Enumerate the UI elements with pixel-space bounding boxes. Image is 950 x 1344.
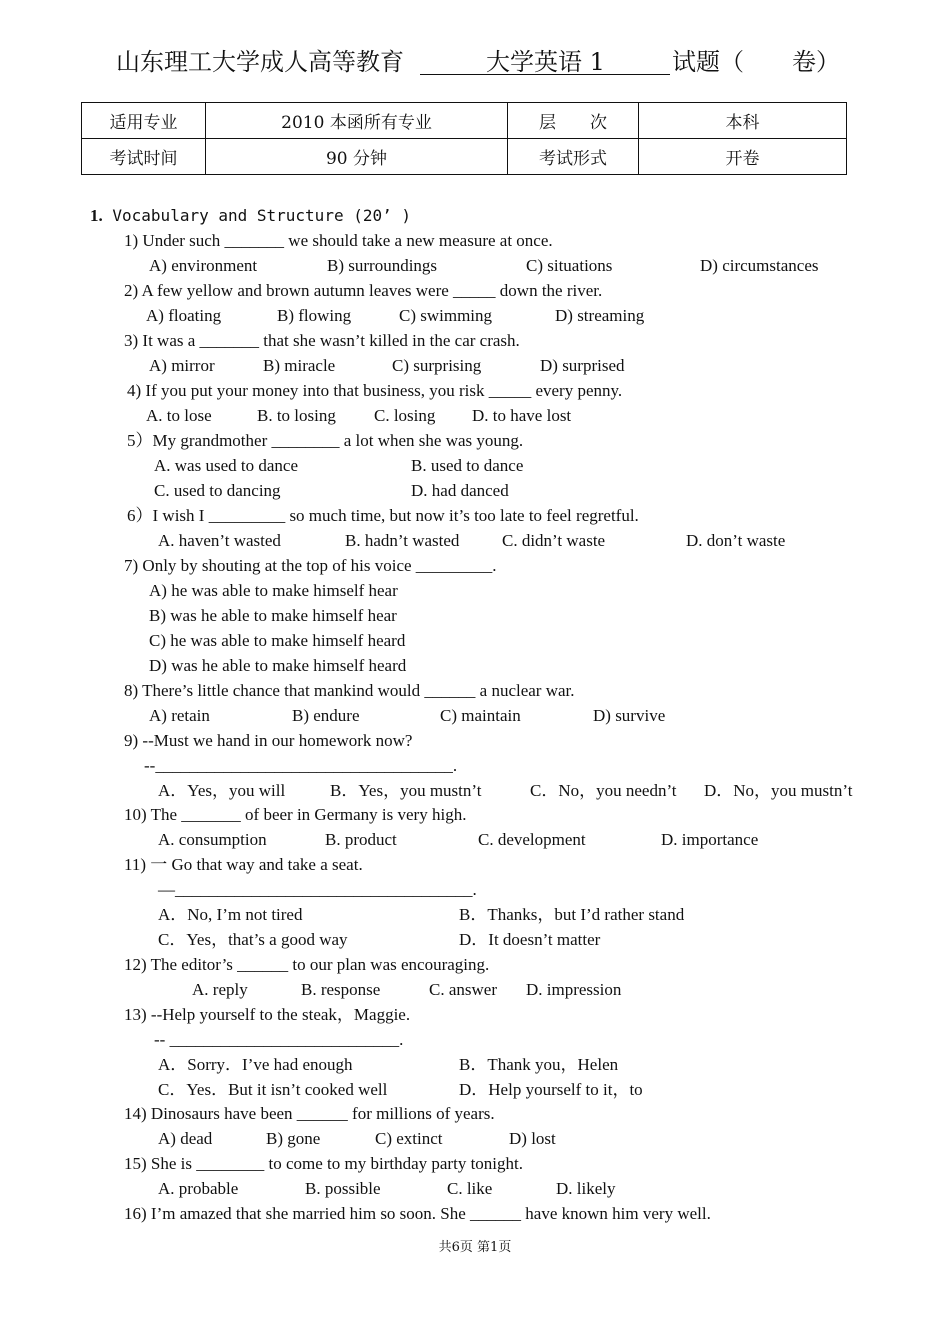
question-line: B) was he able to make himself hear — [149, 606, 397, 625]
answer-option: A. consumption — [158, 830, 267, 849]
question-line: D) was he able to make himself heard — [149, 656, 407, 675]
question-line: 3) It was a _______ that she wasn’t killed in the car crash. — [124, 331, 520, 350]
answer-option: A. reply — [192, 980, 248, 999]
answer-option: C. losing — [374, 406, 436, 425]
answer-option: B．Thanks，but I’d rather stand — [459, 905, 685, 924]
section-title: Vocabulary and Structure (20’ ) — [112, 206, 412, 225]
answer-option: D) circumstances — [700, 256, 819, 275]
info-cell: 本科 — [639, 103, 847, 139]
section-number: 1. — [90, 206, 103, 225]
answer-option: A) floating — [146, 306, 222, 325]
answer-option: A．Yes，you will — [158, 781, 286, 800]
answer-option: B. used to dance — [411, 456, 524, 475]
answer-option: C．No，you needn’t — [530, 781, 677, 800]
info-cell: 考试时间 — [82, 139, 206, 175]
page-footer: 共6页 第1页 — [438, 1240, 512, 1255]
question-line: 16) I’m amazed that she married him so soon. She ______ have known him very well. — [124, 1204, 711, 1223]
info-cell: 开卷 — [639, 139, 847, 175]
answer-option: D) survive — [593, 706, 666, 725]
question-line: 8) There’s little chance that mankind would ______ a nuclear war. — [124, 681, 575, 700]
answer-option: B. to losing — [257, 406, 336, 425]
question-line: -- ___________________________. — [154, 1030, 404, 1049]
question-line: --___________________________________. — [144, 756, 458, 775]
answer-option: A) dead — [158, 1129, 213, 1148]
answer-option: C. development — [478, 830, 586, 849]
answer-option: A. haven’t wasted — [158, 531, 281, 550]
answer-option: D．It doesn’t matter — [459, 930, 601, 949]
answer-option: C. like — [447, 1179, 493, 1198]
answer-option: B) gone — [266, 1129, 321, 1148]
answer-option: A. probable — [158, 1179, 239, 1198]
answer-option: C) extinct — [375, 1129, 443, 1148]
answer-option: D) surprised — [540, 356, 625, 375]
answer-option: A. to lose — [146, 406, 212, 425]
question-line: 14) Dinosaurs have been ______ for millions of years. — [124, 1104, 495, 1123]
answer-option: B) surroundings — [327, 256, 438, 275]
question-line: C) he was able to make himself heard — [149, 631, 406, 650]
answer-option: C) swimming — [399, 306, 493, 325]
answer-option: C．Yes．But it isn’t cooked well — [158, 1080, 388, 1099]
answer-option: D) lost — [509, 1129, 556, 1148]
answer-option: D) streaming — [555, 306, 645, 325]
answer-option: C. didn’t waste — [502, 531, 606, 550]
answer-option: A．No, I’m not tired — [158, 905, 303, 924]
question-line: A) he was able to make himself hear — [149, 581, 398, 600]
answer-option: D．Help yourself to it，to — [459, 1080, 643, 1099]
answer-option: A. was used to dance — [154, 456, 298, 475]
answer-option: B. hadn’t wasted — [345, 531, 460, 550]
answer-option: D. importance — [661, 830, 759, 849]
question-line: 13) --Help yourself to the steak，Maggie. — [124, 1005, 411, 1024]
answer-option: A) environment — [149, 256, 258, 275]
answer-option: B) endure — [292, 706, 360, 725]
answer-option: D. to have lost — [472, 406, 572, 425]
answer-option: B. response — [301, 980, 381, 999]
question-line: 11) 一 Go that way and take a seat. — [124, 855, 363, 874]
question-line: 5）My grandmother ________ a lot when she was young. — [127, 431, 524, 450]
answer-option: D. impression — [526, 980, 622, 999]
answer-option: B) miracle — [263, 356, 336, 375]
answer-option: C．Yes，that’s a good way — [158, 930, 348, 949]
course-name: 大学英语 1 — [486, 48, 605, 76]
answer-option: D. had danced — [411, 481, 509, 500]
info-cell: 层 次 — [508, 103, 639, 139]
answer-option: B. possible — [305, 1179, 381, 1198]
question-line: 7) Only by shouting at the top of his voice _________. — [124, 556, 497, 575]
answer-option: D．No，you mustn’t — [704, 781, 853, 800]
info-cell: 适用专业 — [82, 103, 206, 139]
question-line: 1) Under such _______ we should take a new measure at once. — [124, 231, 553, 250]
answer-option: B) flowing — [277, 306, 352, 325]
question-line: 4) If you put your money into that business, you risk _____ every penny. — [127, 381, 623, 400]
answer-option: B．Yes，you mustn’t — [330, 781, 482, 800]
answer-option: C. used to dancing — [154, 481, 281, 500]
question-line: 12) The editor’s ______ to our plan was encouraging. — [124, 955, 490, 974]
question-line: 15) She is ________ to come to my birthday party tonight. — [124, 1154, 523, 1173]
question-line: 10) The _______ of beer in Germany is very high. — [124, 805, 467, 824]
answer-option: D. likely — [556, 1179, 616, 1198]
info-cell: 考试形式 — [508, 139, 639, 175]
answer-option: C) surprising — [392, 356, 482, 375]
answer-option: D. don’t waste — [686, 531, 786, 550]
answer-option: A．Sorry．I’ve had enough — [158, 1055, 353, 1074]
answer-option: C. answer — [429, 980, 497, 999]
question-line: 2) A few yellow and brown autumn leaves were _____ down the river. — [124, 281, 603, 300]
question-line: 6）I wish I _________ so much time, but now it’s too late to feel regretful. — [127, 506, 639, 525]
info-cell: 90 分钟 — [206, 139, 508, 175]
answer-option: C) maintain — [440, 706, 521, 725]
school-name: 山东理工大学成人高等教育 — [116, 48, 404, 76]
answer-option: A) mirror — [149, 356, 215, 375]
info-cell: 2010 本函所有专业 — [206, 103, 508, 139]
answer-option: B. product — [325, 830, 397, 849]
answer-option: C) situations — [526, 256, 613, 275]
question-line: —___________________________________. — [158, 880, 477, 899]
answer-option: A) retain — [149, 706, 210, 725]
paper-label: 试题（ 卷） — [672, 48, 840, 76]
question-line: 9) --Must we hand in our homework now? — [124, 731, 413, 750]
answer-option: B．Thank you，Helen — [459, 1055, 619, 1074]
